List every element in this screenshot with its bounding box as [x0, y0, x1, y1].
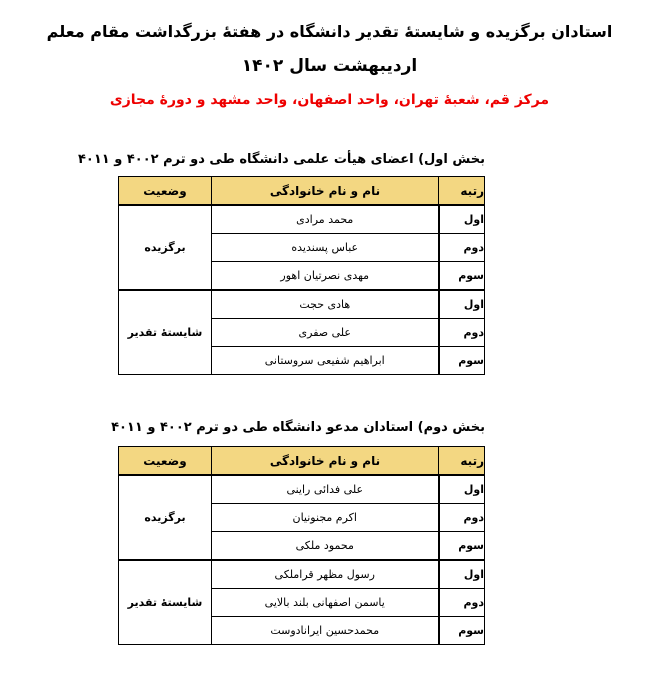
name-cell: محمود ملکی [212, 532, 439, 561]
name-cell: یاسمن اصفهانی بلند بالایی [212, 589, 439, 617]
rank-cell: اول [439, 475, 485, 504]
rank-cell: دوم [439, 319, 485, 347]
header-name: نام و نام خانوادگی [212, 177, 439, 206]
rank-cell: سوم [439, 532, 485, 561]
name-cell: علی فدائی راینی [212, 475, 439, 504]
status-cell: برگزیده [119, 205, 212, 290]
name-cell: عباس پسندیده [212, 234, 439, 262]
table-row [119, 290, 485, 319]
name-cell: محمد مرادی [212, 205, 439, 234]
name-cell: رسول مظهر قراملکی [212, 560, 439, 589]
rank-cell: دوم [439, 504, 485, 532]
document-title: استادان برگزیده و شایستهٔ تقدیر دانشگاه در هفتهٔ بزرگداشت مقام معلم [46, 22, 613, 41]
name-cell: اکرم مجنونیان [212, 504, 439, 532]
name-cell: هادی حجت [212, 290, 439, 319]
table-row [119, 205, 485, 234]
rank-cell: دوم [439, 589, 485, 617]
name-cell: ابراهیم شفیعی سروستانی [212, 347, 439, 375]
status-cell: برگزیده [119, 475, 212, 560]
name-cell: مهدی نصرتیان اهور [212, 262, 439, 291]
status-cell: شایستهٔ تقدیر [119, 560, 212, 645]
section1-title: بخش اول) اعضای هیأت علمی دانشگاه طی دو ترم ۴۰۰۲ و ۴۰۱۱ [77, 152, 485, 167]
rank-cell: سوم [439, 262, 485, 291]
header-rank: رتبه [439, 447, 485, 476]
table-row [119, 560, 485, 589]
table-header-row [119, 447, 485, 476]
section2-table [118, 446, 485, 645]
table-row [119, 475, 485, 504]
rank-cell: اول [439, 290, 485, 319]
header-status: وضعیت [119, 447, 212, 476]
status-cell: شایستهٔ تقدیر [119, 290, 212, 375]
name-cell: علی صفری [212, 319, 439, 347]
rank-cell: اول [439, 560, 485, 589]
header-name: نام و نام خانوادگی [212, 447, 439, 476]
table-header-row [119, 177, 485, 206]
header-rank: رتبه [439, 177, 485, 206]
document-subtitle: مرکز قم، شعبهٔ تهران، واحد اصفهان، واحد مشهد و دورهٔ مجازی [109, 92, 550, 108]
rank-cell: سوم [439, 347, 485, 375]
name-cell: محمدحسین ایرانادوست [212, 617, 439, 645]
section2-title: بخش دوم) استادان مدعو دانشگاه طی دو ترم ۴۰۰۲ و ۴۰۱۱ [111, 420, 485, 435]
rank-cell: دوم [439, 234, 485, 262]
header-status: وضعیت [119, 177, 212, 206]
rank-cell: اول [439, 205, 485, 234]
rank-cell: سوم [439, 617, 485, 645]
document-date: اردیبهشت سال ۱۴۰۲ [241, 56, 418, 76]
section1-table [118, 176, 485, 375]
